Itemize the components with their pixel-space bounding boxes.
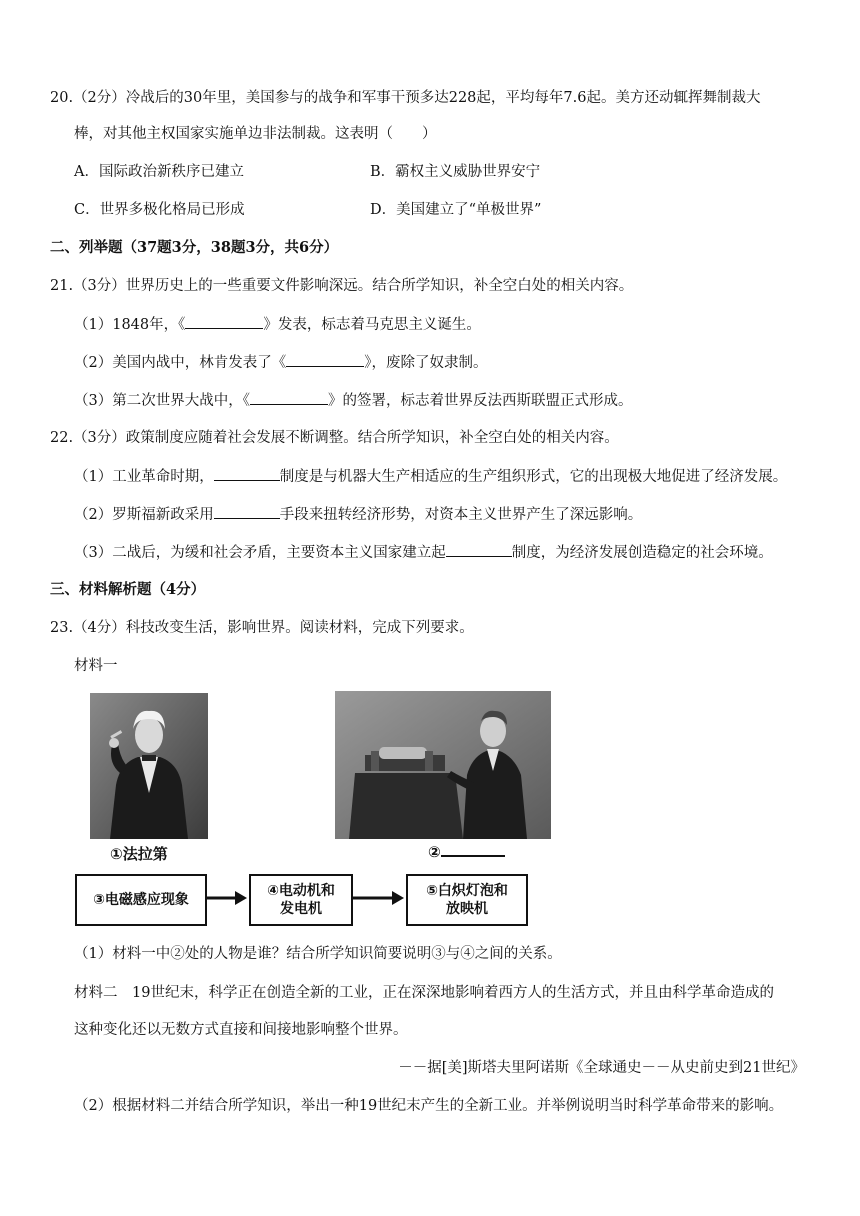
q20-option-d: D．美国建立了“单极世界” [370, 202, 542, 218]
q23-stem: 23.（4分）科技改变生活，影响世界。阅读材料，完成下列要求。 [50, 620, 474, 636]
answer-blank[interactable] [250, 390, 328, 405]
q22-item-2-a: （2）罗斯福新政采用 [74, 507, 214, 523]
q22-item-2-b: 手段来扭转经济形势，对资本主义世界产生了深远影响。 [279, 507, 643, 523]
q21-item-2-b: 》，废除了奴隶制。 [364, 355, 488, 371]
q21-item-2 [74, 352, 487, 373]
answer-blank[interactable] [214, 466, 280, 481]
edison-caption-number: ② [428, 843, 441, 861]
q21-item-1 [74, 314, 481, 335]
flow-box-5-line2: 放映机 [445, 901, 488, 917]
q20-option-b: B．霸权主义威胁世界安宁 [370, 164, 541, 180]
edison-name-blank[interactable] [441, 843, 505, 857]
q22-item-1-b: 制度是与机器大生产相适应的生产组织形式，它的出现极大地促进了经济发展。 [279, 469, 788, 485]
answer-blank[interactable] [286, 352, 364, 367]
arrow-icon [205, 886, 247, 910]
q21-item-3 [74, 390, 632, 411]
q22-item-1 [74, 466, 787, 487]
faraday-caption: ①法拉第 [110, 845, 168, 863]
q21-item-1-b: 》发表，标志着马克思主义诞生。 [263, 317, 481, 333]
q22-item-1-a: （1）工业革命时期， [74, 469, 214, 485]
q23-ask-1: （1）材料一中②处的人物是谁？结合所学知识简要说明③与④之间的关系。 [74, 946, 562, 962]
material-2-line1: 材料二 19世纪末，科学正在创造全新的工业，正在深深地影响着西方人的生活方式，并且由科学革命造成的 [74, 985, 774, 1001]
flow-box-electromagnetic-induction [75, 874, 207, 926]
flow-box-motor-generator [249, 874, 353, 926]
section-2-title: 二、列举题（37题3分，38题3分，共6分） [50, 239, 339, 256]
edison-caption [428, 843, 505, 861]
flow-box-3-label: ③电磁感应现象 [93, 892, 189, 908]
flow-box-5-text [426, 882, 508, 918]
q22-item-3-b: 制度，为经济发展创造稳定的社会环境。 [511, 545, 773, 561]
q22-item-2 [74, 504, 642, 525]
flow-box-4-line1: ④电动机和 [267, 883, 335, 899]
answer-blank[interactable] [446, 542, 512, 557]
flow-box-4-text [267, 882, 335, 918]
faraday-portrait [90, 693, 208, 839]
q20-stem-line1: 20.（2分）冷战后的30年里，美国参与的战争和军事干预多达228起，平均每年7.6起。美方还动辄挥舞制裁大 [50, 90, 761, 106]
q21-item-2-a: （2）美国内战中，林肯发表了《 [74, 355, 287, 371]
material-1-label: 材料一 [74, 658, 118, 674]
q21-item-1-a: （1）1848年，《 [74, 317, 186, 333]
q21-item-3-a: （3）第二次世界大战中，《 [74, 393, 250, 409]
material-2-source: －－据[美]斯塔夫里阿诺斯《全球通史－－从史前史到21世纪》 [398, 1060, 805, 1076]
q21-stem: 21.（3分）世界历史上的一些重要文件影响深远。结合所学知识，补全空白处的相关内容。 [50, 278, 634, 294]
q22-stem: 22.（3分）政策制度应随着社会发展不断调整。结合所学知识，补全空白处的相关内容。 [50, 430, 619, 446]
flow-box-5-line1: ⑤白炽灯泡和 [426, 883, 508, 899]
material-2-line2: 这种变化还以无数方式直接和间接地影响整个世界。 [74, 1022, 408, 1038]
flow-box-4-line2: 发电机 [279, 901, 322, 917]
flow-box-lightbulb-projector [406, 874, 528, 926]
answer-blank[interactable] [185, 314, 263, 329]
edison-phonograph-photo [335, 691, 551, 839]
q20-option-a: A．国际政治新秩序已建立 [74, 164, 244, 180]
q21-item-3-b: 》的签署，标志着世界反法西斯联盟正式形成。 [327, 393, 633, 409]
q22-item-3 [74, 542, 773, 563]
arrow-icon [352, 886, 404, 910]
answer-blank[interactable] [214, 504, 280, 519]
section-3-title: 三、材料解析题（4分） [50, 581, 206, 598]
q20-stem-line2: 棒，对其他主权国家实施单边非法制裁。这表明（ ） [74, 126, 437, 142]
q22-item-3-a: （3）二战后，为缓和社会矛盾，主要资本主义国家建立起 [74, 545, 446, 561]
q20-option-c: C．世界多极化格局已形成 [74, 202, 245, 218]
q23-ask-2: （2）根据材料二并结合所学知识，举出一种19世纪末产生的全新工业。并举例说明当时科学革命带来的影响。 [74, 1098, 784, 1114]
